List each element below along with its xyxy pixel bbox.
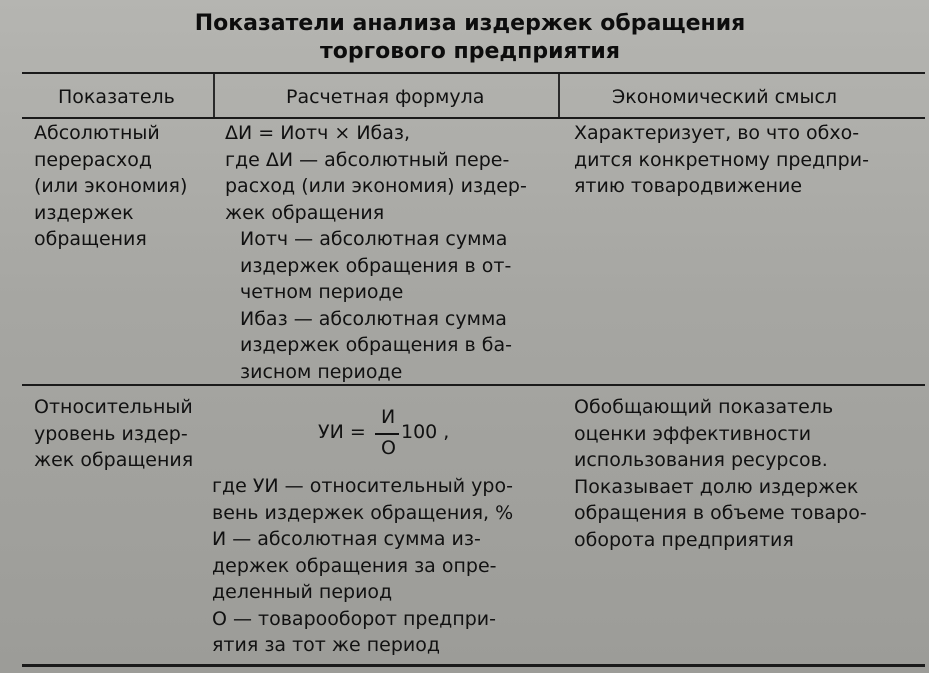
formula-rhs: 100 , xyxy=(401,421,450,443)
formula-lhs: УИ = xyxy=(318,421,366,443)
formula-numerator: И xyxy=(381,406,396,428)
column-header-indicator: Показатель xyxy=(58,86,175,108)
table-title xyxy=(150,10,790,66)
row2-formula-definitions: где УИ — относительный уро- вень издержек обращения, % И — абсолютная сумма из- держек обращения за опре- деленный период О — товарооборот предпри- ятия за тот же период xyxy=(212,475,514,656)
column-header-meaning: Экономический смысл xyxy=(612,86,838,108)
row1-indicator-cell: Абсолютный перерасход (или экономия) издержек обращения xyxy=(34,122,188,250)
column-header-formula: Расчетная формула xyxy=(286,86,485,108)
row1-formula-definitions: Иотч — абсолютная сумма издержек обращения в от- четном периоде Ибаз — абсолютная сумма издержек обращения в ба- зисном периоде xyxy=(240,228,512,383)
header-bottom-rule xyxy=(22,117,925,119)
table-title-line1: Показатели анализа издержек обращения xyxy=(194,11,746,36)
header-divider-1 xyxy=(213,74,215,117)
header-divider-2 xyxy=(558,74,560,117)
formula-denominator: О xyxy=(381,437,396,459)
table-top-rule xyxy=(22,72,925,74)
table-title-line2: торгового предприятия xyxy=(320,39,620,64)
row2-indicator-cell: Относительный уровень издер- жек обращения xyxy=(34,396,194,471)
formula-fraction-bar xyxy=(375,433,399,435)
row2-meaning-cell: Обобщающий показатель оценки эффективности использования ресурсов. Показывает долю издержек обращения в объеме товаро- оборота предприятия xyxy=(574,396,867,551)
row1-formula-cell: ΔИ = Иотч × Ибаз, где ΔИ — абсолютный пере- расход (или экономия) издер- жек обращения xyxy=(225,122,527,224)
row1-meaning-cell: Характеризует, во что обхо- дится конкретному предпри- ятию товародвижение xyxy=(574,122,869,197)
table-bottom-rule xyxy=(22,664,925,667)
